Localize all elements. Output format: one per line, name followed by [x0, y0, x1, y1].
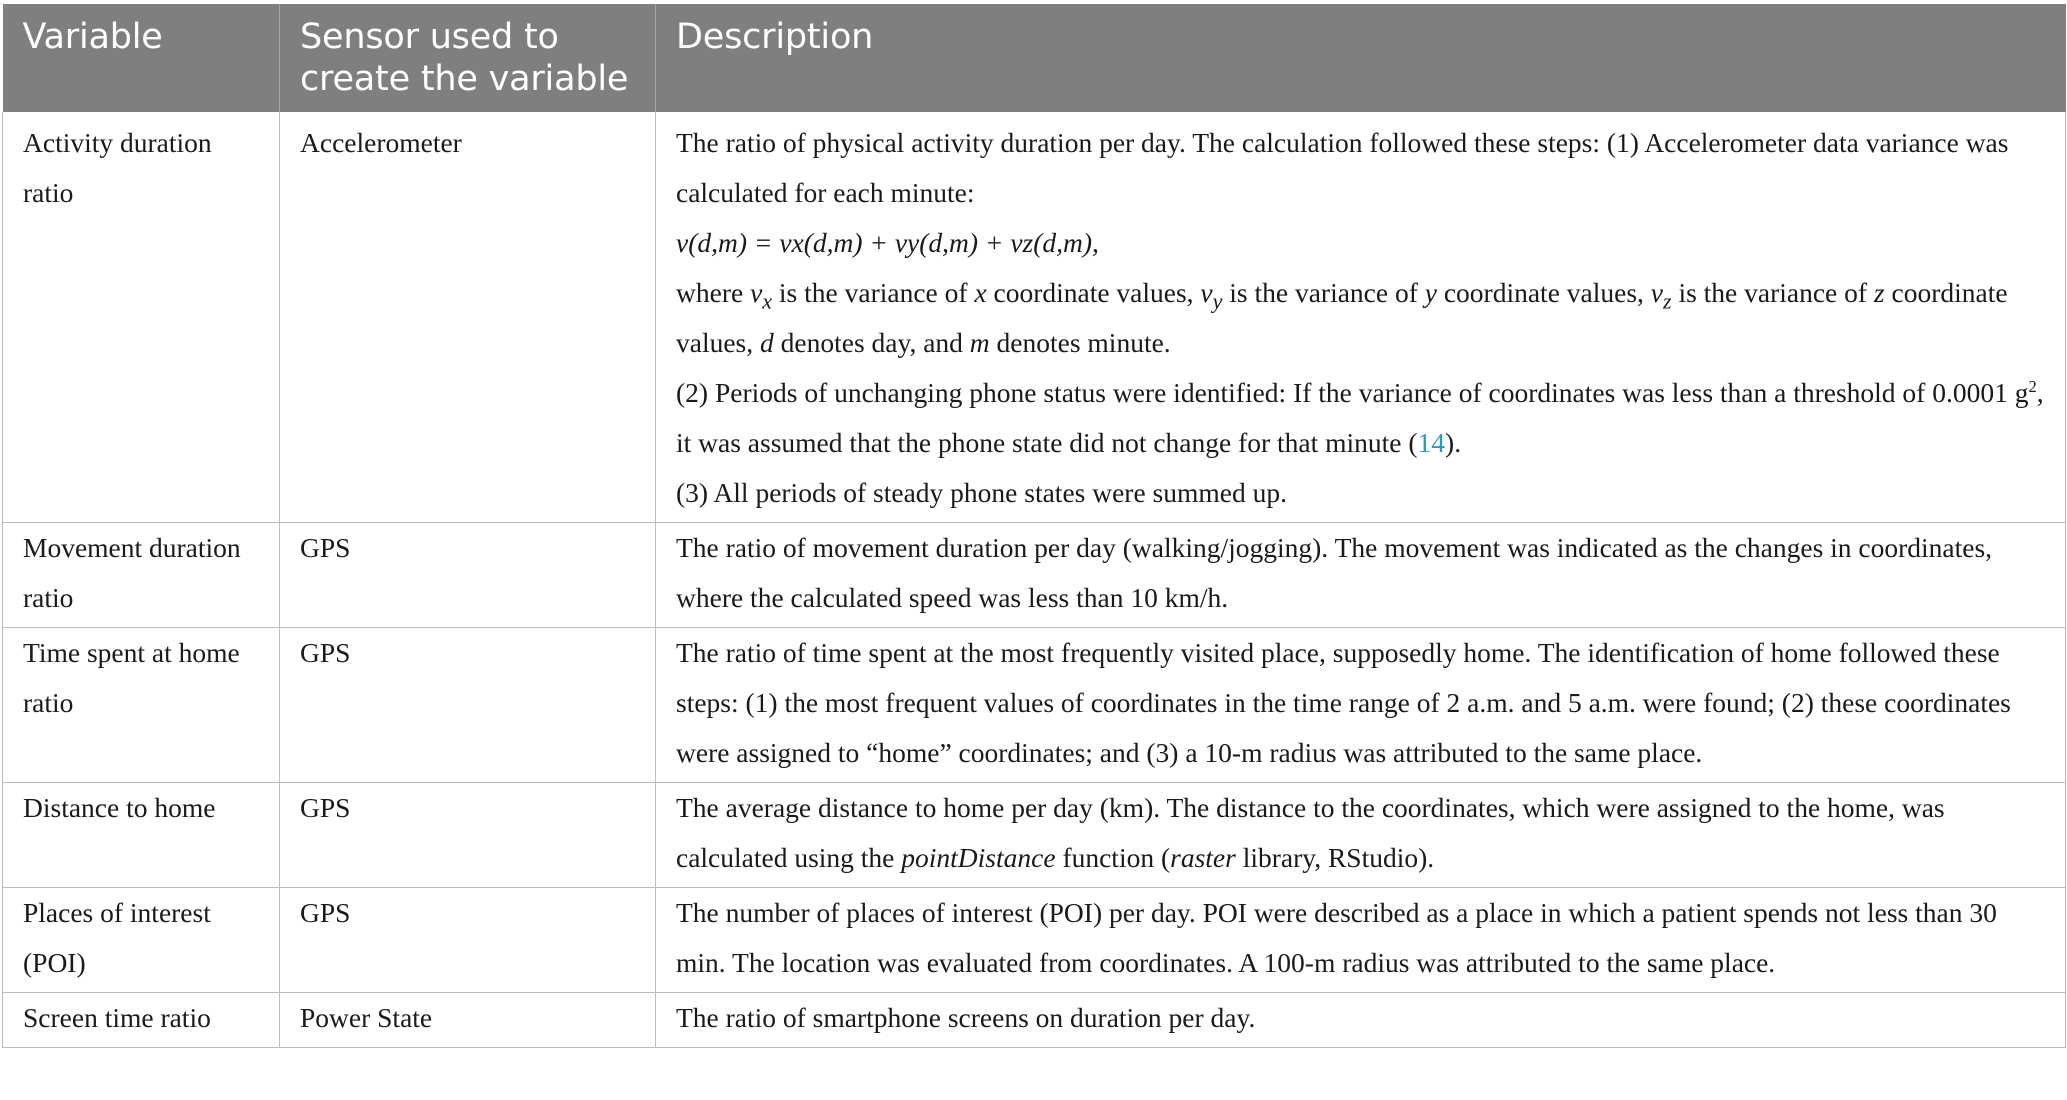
cell-variable: Movement duration ratio — [3, 523, 280, 628]
desc-step2: (2) Periods of unchanging phone status were identified: If the variance of coordinates was less than a threshold of 0.0001 $g^2$, it was assumed that the phone state did not change for that minute (14). — [676, 376, 2044, 458]
cell-variable: Distance to home — [3, 783, 280, 888]
variance-text: is the variance of — [1229, 277, 1418, 308]
cell-sensor: GPS — [280, 523, 656, 628]
cell-sensor: Power State — [280, 993, 656, 1048]
cell-description — [656, 783, 2066, 888]
desc-intro: The ratio of physical activity duration per day. The calculation followed these steps: (1) Accelerometer data variance was calculated for each minute: — [676, 127, 2009, 208]
coord-text: coordinate values, — [993, 277, 1194, 308]
cell-variable: Screen time ratio — [3, 993, 280, 1048]
cell-description: The ratio of time spent at the most frequently visited place, supposedly home. The identification of home followed these steps: (1) the most frequent values of coordinates in the time range of 2 a.m. and 5 a.m. were found; (2) these coordinates were assigned to “home” coordinates; and (3) a 10-m radius was attributed to the same place. — [656, 628, 2066, 783]
step2-text-b: , it was assumed that the phone state did not change for that minute ( — [676, 377, 2044, 458]
header-sensor: Sensor used to create the variable — [280, 4, 656, 112]
cell-description — [656, 112, 2066, 523]
desc-part: The average distance to home per day (km). The distance to the coordinates, which were assigned to the home, was calculated using the — [676, 792, 1945, 873]
coord-text: coordinate values, — [676, 277, 2008, 358]
table-row — [3, 783, 2066, 888]
cell-variable: Activity duration ratio — [3, 112, 280, 523]
header-description: Description — [656, 4, 2066, 112]
formula — [676, 218, 2045, 268]
table-row — [3, 993, 2066, 1048]
desc-part: function ( — [1062, 842, 1171, 873]
cell-sensor: GPS — [280, 783, 656, 888]
cell-sensor: GPS — [280, 628, 656, 783]
cell-variable: Places of interest (POI) — [3, 888, 280, 993]
table-row — [3, 628, 2066, 783]
variables-table — [2, 4, 2065, 1048]
table-row — [3, 888, 2066, 993]
header-variable: Variable — [3, 4, 280, 112]
table-row — [3, 523, 2066, 628]
cell-sensor: Accelerometer — [280, 112, 656, 523]
table-row — [3, 112, 2066, 523]
library-name: raster — [1170, 842, 1236, 873]
desc-where: where $v_x$ is the variance of x coordinate values, $v_y$ is the variance of y coordinate values, $v_z$ is the variance of z coordinate values, d denotes day, and m denotes minute. — [676, 277, 2008, 358]
coord-text: coordinate values, — [1443, 277, 1644, 308]
header-row — [3, 4, 2066, 112]
variance-text: is the variance of — [1678, 277, 1868, 308]
step2-text: (2) Periods of unchanging phone status were identified: If the variance of coordinates was less than a threshold of 0.0001 g — [676, 377, 2029, 408]
desc-step3: (3) All periods of steady phone states were summed up. — [676, 477, 1287, 508]
variance-text: is the variance of — [778, 277, 968, 308]
cell-description: The number of places of interest (POI) per day. POI were described as a place in which a patient spends not less than 30 min. The location was evaluated from coordinates. A 100-m radius was attributed to the same place. — [656, 888, 2066, 993]
where-text: where — [676, 277, 744, 308]
desc-part: library, RStudio). — [1242, 842, 1435, 873]
cell-variable: Time spent at home ratio — [3, 628, 280, 783]
cell-sensor: GPS — [280, 888, 656, 993]
cell-description: The ratio of movement duration per day (walking/jogging). The movement was indicated as the changes in coordinates, where the calculated speed was less than 10 km/h. — [656, 523, 2066, 628]
day-text: denotes day, and — [780, 327, 963, 358]
cell-description: The ratio of smartphone screens on duration per day. — [656, 993, 2066, 1048]
function-name: pointDistance — [901, 842, 1056, 873]
minute-text: denotes minute. — [996, 327, 1171, 358]
step2-text-c: ). — [1445, 427, 1462, 458]
reference-link[interactable]: 14 — [1417, 427, 1446, 458]
table — [2, 4, 2066, 1048]
formula-text: v(d,m) = vx(d,m) + vy(d,m) + vz(d,m), — [676, 227, 1099, 258]
